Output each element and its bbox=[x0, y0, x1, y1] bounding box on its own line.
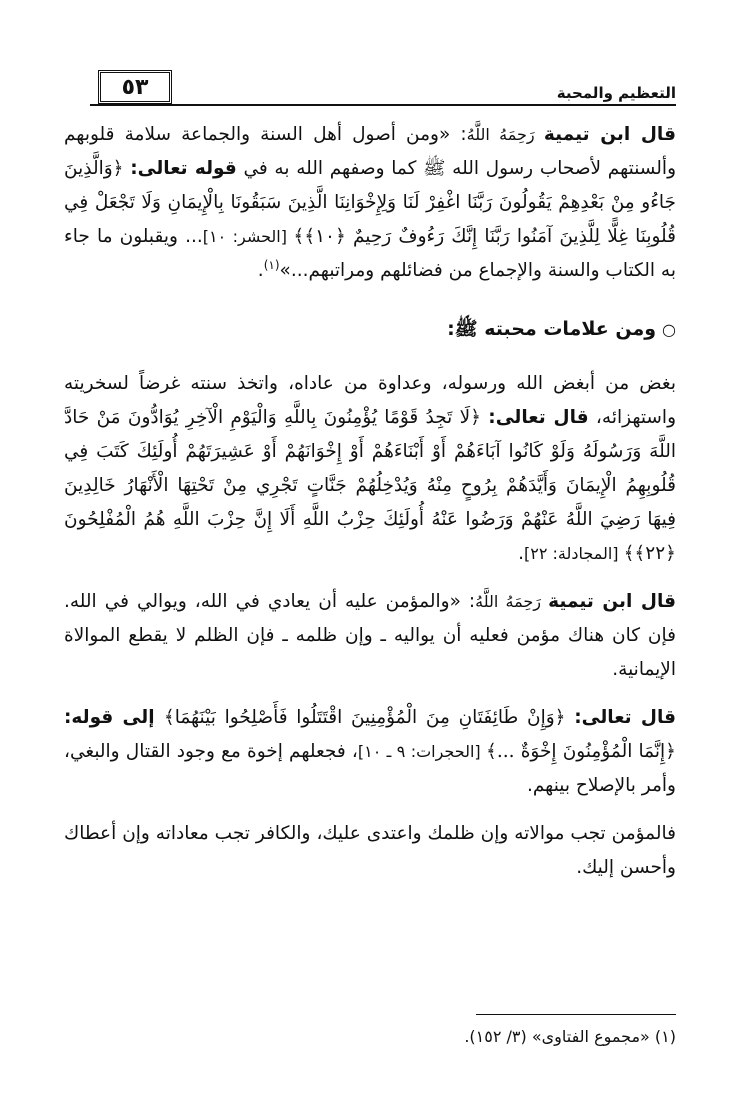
quran-verse: ﴿وَالَّذِينَ جَاءُو مِنْ بَعْدِهِمْ يَقُولُونَ رَبَّنَا اغْفِرْ لَنَا وَلِإِخْوَانِنَا الَّذِينَ سَبَقُونَا بِالْإِيمَانِ وَلَا تَجْعَلْ فِي قُلُوبِنَا غِلًّا لِلَّذِينَ آمَنُوا رَبَّنَا إِنَّكَ رَءُوفٌ رَحِيمٌ ﴿١٠﴾﴾ bbox=[64, 158, 676, 247]
section-heading-text: ومن علامات محبته ﷺ: bbox=[447, 318, 657, 340]
running-title: التعظيم والمحبة bbox=[556, 84, 676, 102]
page-body bbox=[64, 118, 676, 899]
body-text: بغض من أبغض الله ورسوله، وعداوة من عاداه، واتخذ سنته غرضاً لسخريته واستهزائه، bbox=[64, 373, 677, 428]
footnote-number: (١) bbox=[654, 1027, 676, 1046]
quote-author: قال ابن تيمية bbox=[543, 124, 676, 145]
verse-intro: قال تعالى: bbox=[488, 407, 589, 428]
verse-reference: [الحجرات: ٩ ـ ١٠] bbox=[357, 742, 487, 761]
page-number-frame bbox=[98, 70, 172, 104]
section-heading bbox=[64, 312, 676, 347]
page-number: ٥٣ bbox=[121, 74, 149, 100]
paragraph-ibn-taymiyyah-2 bbox=[64, 585, 676, 687]
quran-verse: ﴿وَإِنْ طَائِفَتَانِ مِنَ الْمُؤْمِنِينَ اقْتَتَلُوا فَأَصْلِحُوا بَيْنَهُمَا﴾ bbox=[163, 707, 575, 728]
quote-text: : «ومن أصول أهل السنة والجماعة سلامة قلوبهم وألسنتهم لأصحاب رسول الله ﷺ كما وصفهم الله به في bbox=[64, 124, 677, 179]
body-text: فالمؤمن تجب موالاته وإن ظلمك واعتدى عليك، والكافر تجب معاداته وإن أعطاك وأحسن إليك. bbox=[64, 823, 676, 878]
verse-intro: قال تعالى: bbox=[574, 707, 677, 728]
page-header bbox=[90, 70, 676, 110]
footnote-text: «مجموع الفتاوى» (٣/ ١٥٢). bbox=[464, 1027, 655, 1046]
quote-text: : «والمؤمن عليه أن يعادي في الله، ويوالي في الله. فإن كان هناك مؤمن فعليه أن يواليه ـ وإن ظلمه ـ فإن الظلم لا يقطع الموالاة الإيمانية. bbox=[64, 591, 676, 680]
quran-verse: ﴿لَا تَجِدُ قَوْمًا يُؤْمِنُونَ بِاللَّهِ وَالْيَوْمِ الْآخِرِ يُوَادُّونَ مَنْ حَادَّ اللَّهَ وَرَسُولَهُ وَلَوْ كَانُوا آبَاءَهُمْ أَوْ أَبْنَاءَهُمْ أَوْ إِخْوَانَهُمْ أَوْ عَشِيرَتَهُمْ أُولَئِكَ كَتَبَ فِي قُلُوبِهِمُ الْإِيمَانَ وَأَيَّدَهُمْ بِرُوحٍ مِنْهُ وَيُدْخِلُهُمْ جَنَّاتٍ تَجْرِي مِنْ تَحْتِهَا الْأَنْهَارُ خَالِدِينَ فِيهَا رَضِيَ اللَّهُ عَنْهُمْ وَرَضُوا عَنْهُ أُولَئِكَ حِزْبُ اللَّهِ أَلَا إِنَّ حِزْبَ اللَّهِ هُمُ الْمُفْلِحُونَ ﴿٢٢﴾﴾ bbox=[64, 407, 677, 564]
quote-author: قال ابن تيمية bbox=[548, 591, 676, 612]
paragraph-conclusion bbox=[64, 817, 676, 885]
honorific: رَحِمَهُ اللَّهُ bbox=[466, 125, 544, 144]
paragraph-hujurat bbox=[64, 701, 676, 803]
footnote-marker: (١) bbox=[263, 257, 280, 272]
quote-text-continued: ... ويقبلون ما جاء به الكتاب والسنة والإجماع من فضائلهم ومراتبهم...» bbox=[64, 226, 676, 281]
circle-bullet-icon: ○ bbox=[662, 320, 676, 339]
header-rule bbox=[90, 104, 676, 106]
paragraph-ibn-taymiyyah-1 bbox=[64, 118, 676, 288]
body-text: ، فجعلهم إخوة مع وجود القتال والبغي، وأمر بالإصلاح بينهم. bbox=[64, 741, 676, 796]
honorific: رَحِمَهُ اللَّهُ bbox=[475, 592, 549, 611]
quran-verse-2: ﴿إِنَّمَا الْمُؤْمِنُونَ إِخْوَةٌ ...﴾ bbox=[486, 741, 677, 762]
verse-reference: [الحشر: ١٠] bbox=[202, 227, 294, 246]
verse-intro-2: إلى قوله: bbox=[64, 707, 164, 728]
paragraph-end: . bbox=[518, 543, 524, 564]
footnote-separator bbox=[476, 1014, 676, 1015]
paragraph-end: . bbox=[257, 260, 264, 281]
verse-intro: قوله تعالى: bbox=[130, 158, 237, 179]
verse-reference: [المجادلة: ٢٢] bbox=[524, 544, 624, 563]
paragraph-signs-of-love bbox=[64, 367, 676, 571]
footnote bbox=[64, 1024, 676, 1050]
